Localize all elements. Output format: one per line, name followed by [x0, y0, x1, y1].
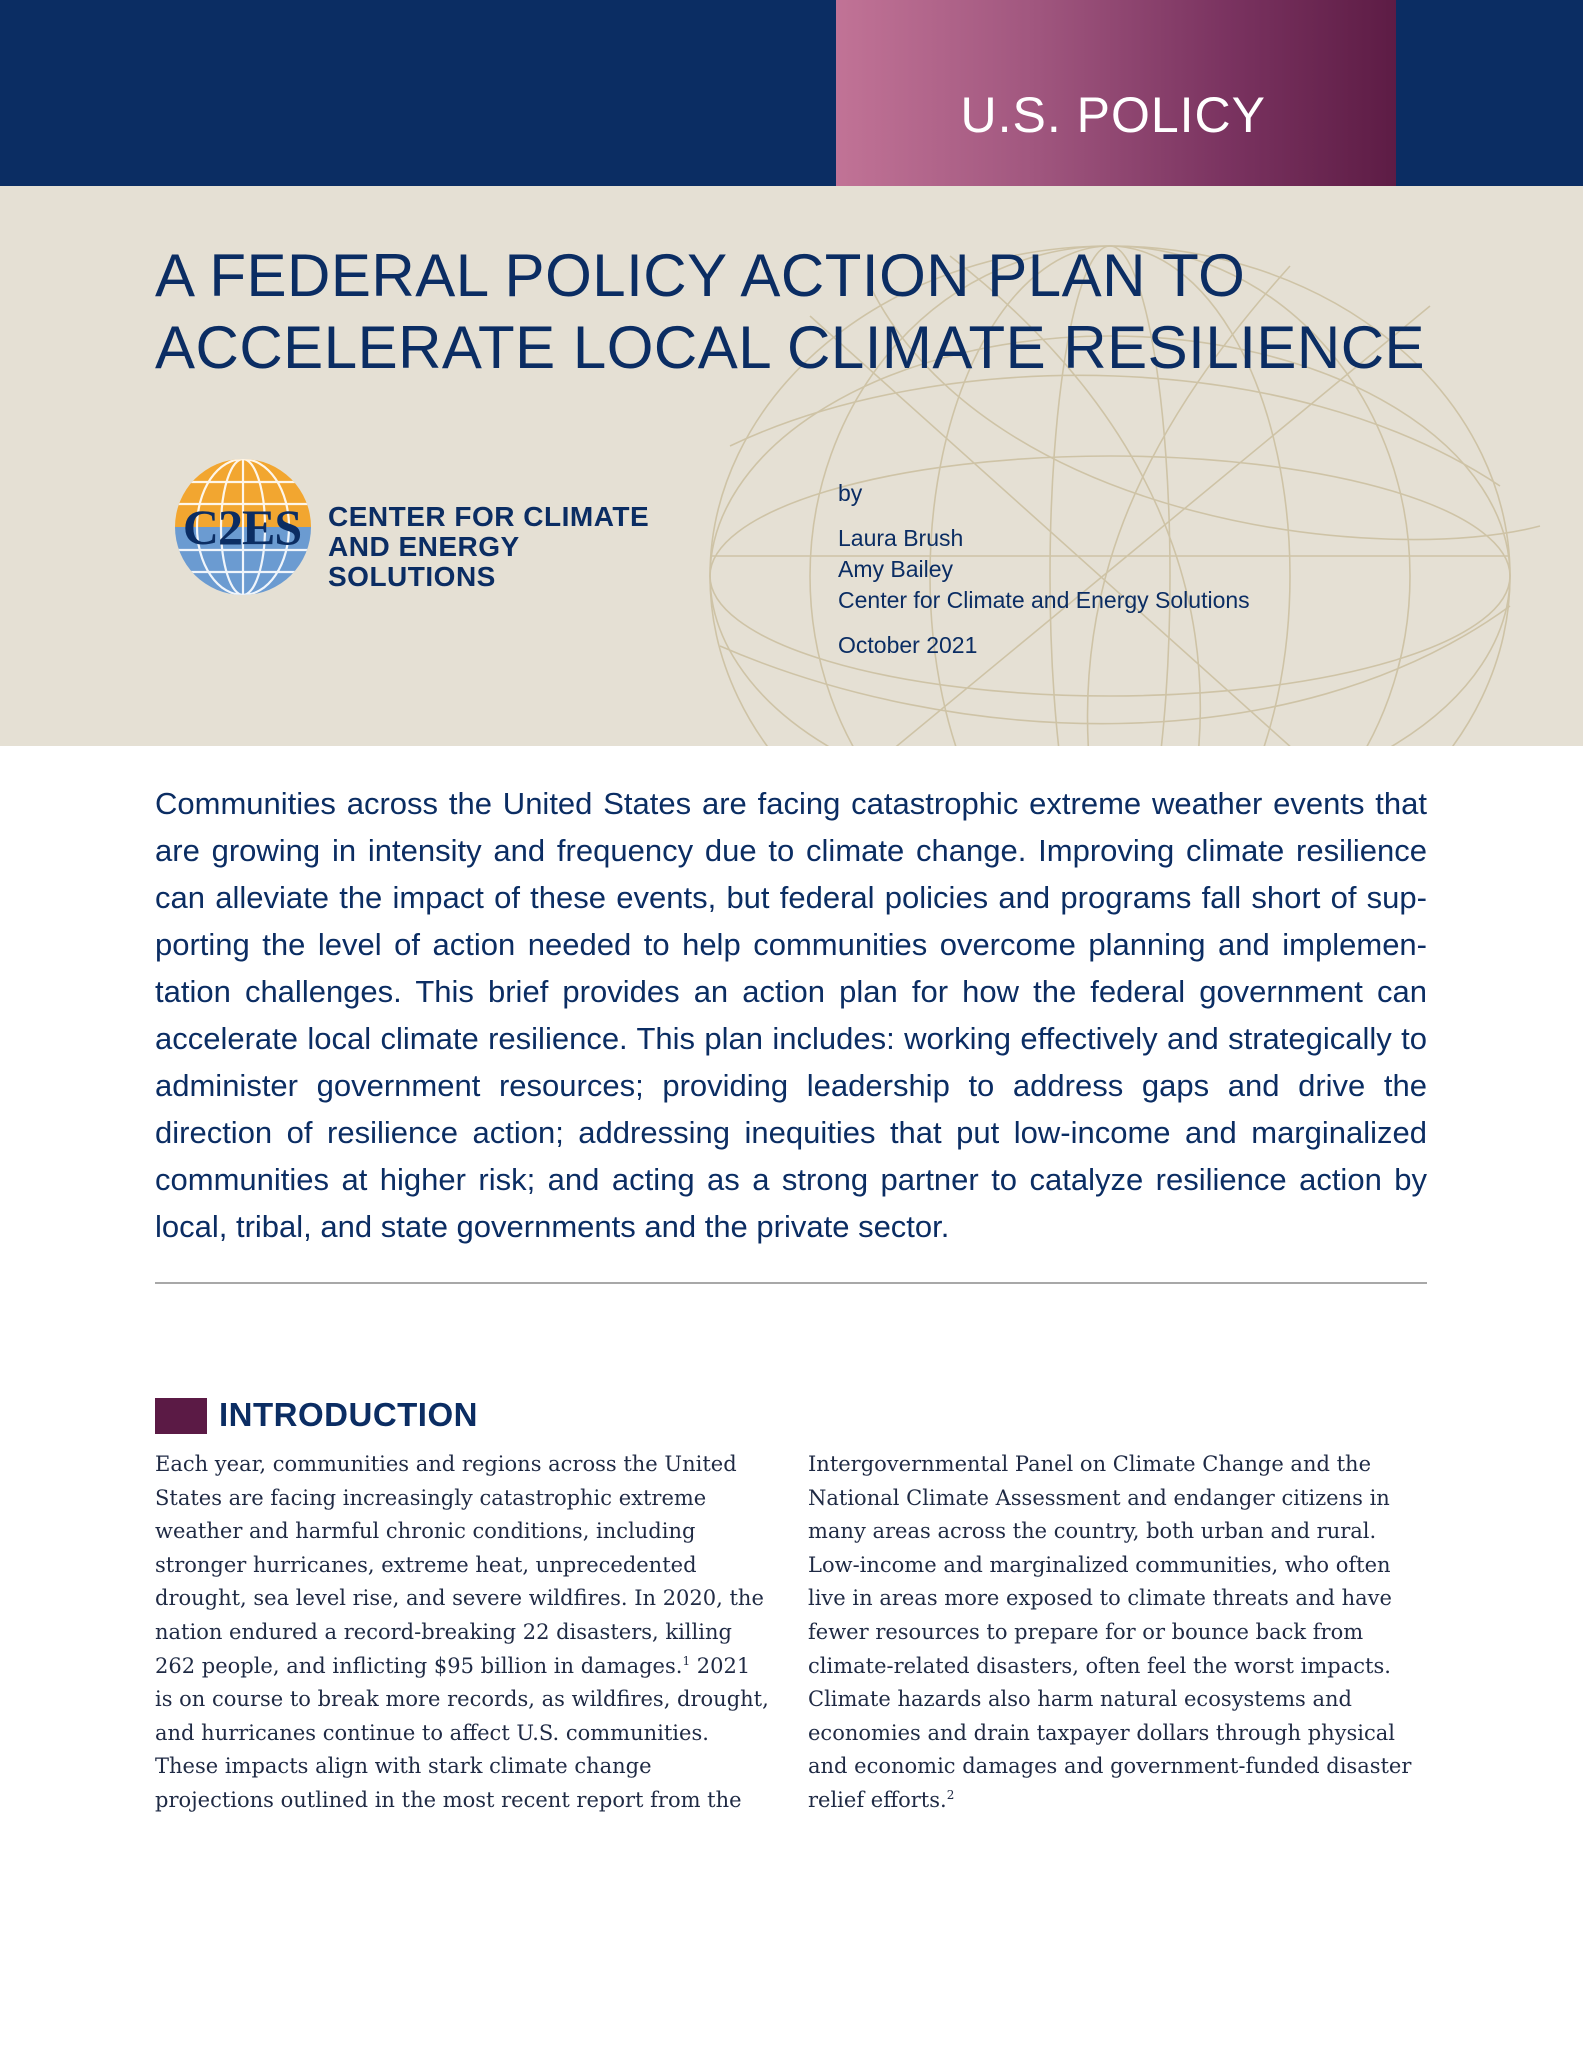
- body-line: economies and drain taxpayer dollars through physical: [808, 1720, 1396, 1745]
- body-line: drought, sea level rise, and severe wildfires. In 2020, the: [155, 1586, 764, 1611]
- body-line: States are facing increasingly catastrophic extreme: [155, 1485, 707, 1510]
- introduction-left-column: [155, 1448, 795, 1818]
- body-line: Each year, communities and regions across the United: [155, 1452, 737, 1476]
- author-2: Amy Bailey: [838, 556, 954, 582]
- logo-line-1: CENTER FOR CLIMATE: [328, 501, 650, 532]
- body-line: many areas across the country, both urban and rural.: [808, 1519, 1377, 1544]
- body-line-with-footnote: [155, 1650, 795, 1684]
- body-text: 2021: [690, 1653, 751, 1678]
- byline: [838, 478, 1250, 661]
- byline-by: by: [838, 480, 863, 506]
- body-line: National Climate Assessment and endanger citizens in: [808, 1485, 1390, 1510]
- footnote-1-marker[interactable]: 1: [682, 1653, 691, 1668]
- document-title: [155, 240, 1455, 384]
- body-line: These impacts align with stark climate change: [155, 1754, 652, 1779]
- body-line: and hurricanes continue to affect U.S. communities.: [155, 1720, 709, 1745]
- logo-line-2: AND ENERGY SOLUTIONS: [328, 531, 520, 592]
- body-line: live in areas more exposed to climate threats and have: [808, 1586, 1392, 1611]
- logo-wordmark: [328, 502, 688, 592]
- body-text: relief efforts.: [808, 1787, 947, 1812]
- introduction-right-column: [808, 1448, 1448, 1818]
- author-1: Laura Brush: [838, 525, 964, 551]
- heading-marker: [155, 1398, 207, 1434]
- c2es-logo: [168, 452, 688, 602]
- body-line: fewer resources to prepare for or bounce back from: [808, 1619, 1364, 1644]
- body-line-with-footnote: [808, 1784, 1448, 1818]
- author-organization: Center for Climate and Energy Solutions: [838, 587, 1250, 613]
- body-line: and economic damages and government-funded disaster: [808, 1754, 1412, 1779]
- body-line: stronger hurricanes, extreme heat, unprecedented: [155, 1552, 697, 1577]
- body-line: Intergovernmental Panel on Climate Change and the: [808, 1452, 1371, 1476]
- body-line: is on course to break more records, as wildfires, drought,: [155, 1687, 769, 1712]
- footnote-2-marker[interactable]: 2: [946, 1787, 955, 1802]
- title-line-2: ACCELERATE LOCAL CLIMATE RESILIENCE: [155, 314, 1426, 381]
- divider: [155, 1282, 1427, 1284]
- body-line: Climate hazards also harm natural ecosystems and: [808, 1687, 1352, 1712]
- body-line: climate-related disasters, often feel the worst impacts.: [808, 1653, 1391, 1678]
- c2es-globe-logo-icon: [168, 452, 318, 602]
- body-text: 262 people, and inflicting $95 billion in damages.: [155, 1653, 683, 1678]
- title-line-1: A FEDERAL POLICY ACTION PLAN TO: [155, 242, 1246, 309]
- svg-text:C2ES: C2ES: [182, 499, 302, 555]
- body-line: projections outlined in the most recent report from the: [155, 1787, 742, 1812]
- section-tab: [836, 0, 1396, 186]
- section-label: U.S. POLICY: [960, 87, 1266, 143]
- body-line: weather and harmful chronic conditions, including: [155, 1519, 696, 1544]
- body-line: Low-income and marginalized communities, who often: [808, 1552, 1391, 1577]
- abstract-paragraph: Communities across the United States are facing catastrophic extreme weather events that are growing in intensity and frequency due to climate change. Improving climate resilience can alleviate the impact of these events, but federal policies and programs fall short of supporting the level of action needed to help communities overcome planning and implementation challenges. This brief provides an action plan for how the federal government can accelerate local climate resilience. This plan includes: working effectively and strategically to administer government resources; providing leadership to address gaps and drive the direction of resilience action; addressing inequities that put low-income and marginalized communities at higher risk; and acting as a strong partner to catalyze resilience action by local, tribal, and state governments and the private sector.: [155, 786, 1427, 1244]
- introduction-title: INTRODUCTION: [219, 1396, 478, 1433]
- body-line: nation endured a record-breaking 22 disasters, killing: [155, 1619, 732, 1644]
- publication-date: October 2021: [838, 632, 978, 658]
